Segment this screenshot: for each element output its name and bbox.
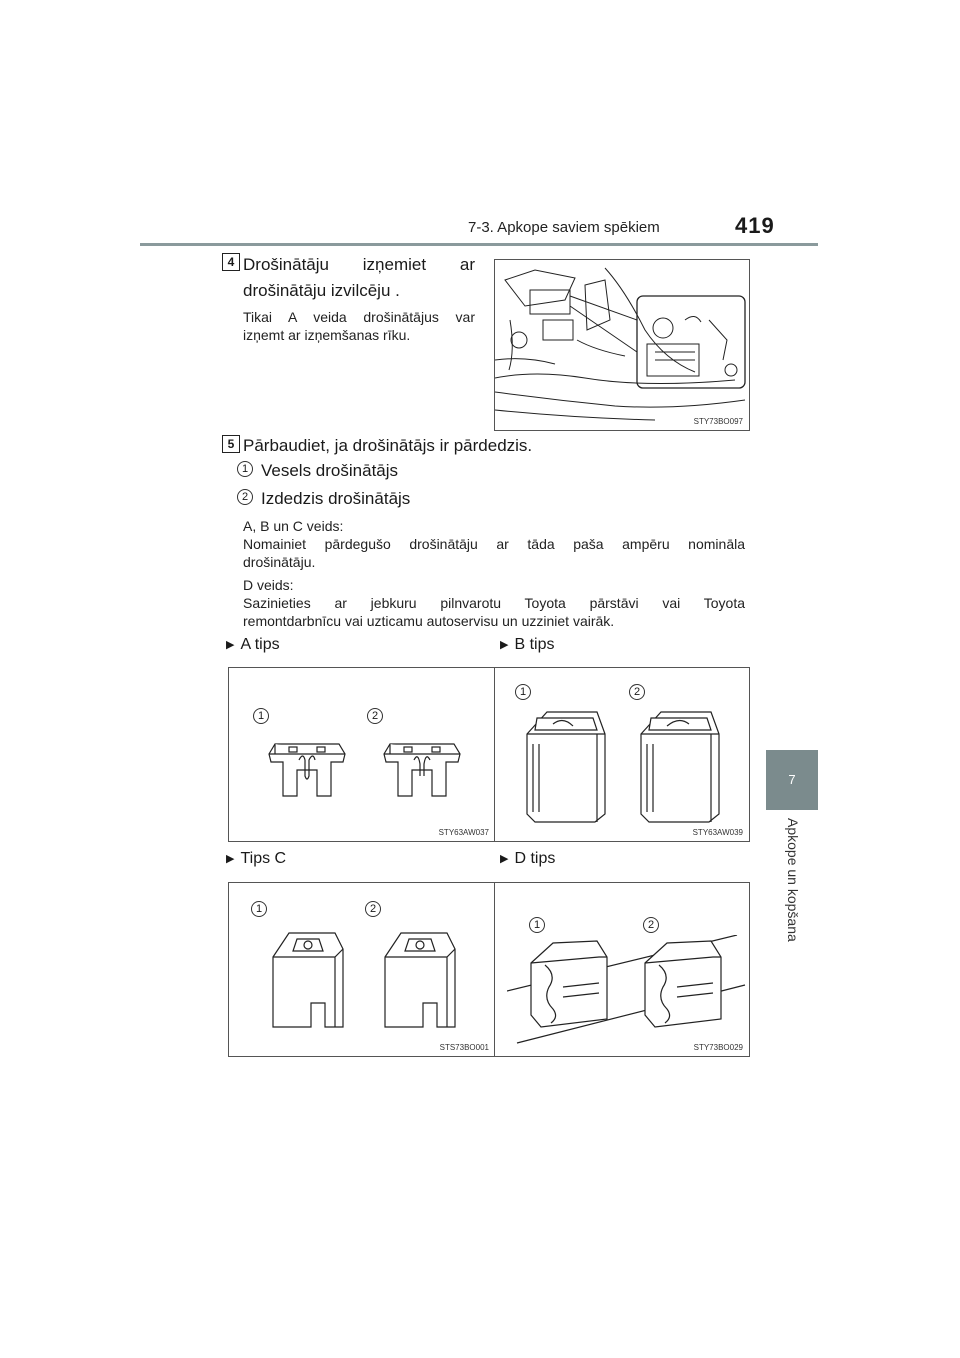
- chapter-number: 7: [788, 772, 796, 787]
- fuse-type-d-label: ▶ D tips: [500, 850, 556, 867]
- figure-a-number-2: 2: [367, 708, 383, 724]
- item-label-good-fuse: Vesels drošinātājs: [261, 461, 399, 480]
- chapter-title-vertical: [743, 818, 843, 958]
- figure-b-number-1: 1: [515, 684, 531, 700]
- item-label-blown-fuse: Izdedzis drošinātājs: [261, 489, 411, 508]
- note-d-line2: remontdarbnīcu vai uzticamu autoservisu un uzziniet vairāk.: [243, 613, 615, 629]
- figure-b-number-2: 2: [629, 684, 645, 700]
- fuse-type-c-figure: [228, 882, 496, 1057]
- triangle-right-icon: ▶: [500, 853, 509, 865]
- figure-c-code: STS73BO001: [439, 1043, 489, 1052]
- note-abc-heading: A, B un C veids:: [243, 518, 344, 534]
- triangle-right-icon: ▶: [226, 639, 235, 651]
- figure-code: STY73BO097: [693, 417, 743, 426]
- header-divider: [140, 243, 818, 246]
- step4-text-line2: drošinātāju izvilcēju .: [243, 281, 400, 300]
- section-title: 7-3. Apkope saviem spēkiem: [468, 219, 660, 236]
- figure-a-number-1: 1: [253, 708, 269, 724]
- chapter-tab: [766, 750, 818, 810]
- figure-c-number-1: 1: [251, 901, 267, 917]
- figure-d-number-1: 1: [529, 917, 545, 933]
- fuse-type-a-figure: [228, 667, 496, 842]
- step4-text-line1: Drošinātāju izņemiet ar: [243, 255, 475, 274]
- bolt-in-fuse-drawing: [507, 935, 747, 1045]
- note-d-heading: D veids:: [243, 577, 294, 593]
- figure-d-number-2: 2: [643, 917, 659, 933]
- step-badge-4: 4: [222, 253, 240, 271]
- note-abc-line1: Nomainiet pārdegušo drošinātāju ar tāda paša ampēru nomināla: [243, 536, 745, 552]
- item-number-2: 2: [237, 489, 253, 505]
- fuse-type-b-figure: [494, 667, 750, 842]
- fuse-type-a-label: ▶ A tips: [226, 636, 280, 653]
- engine-bay-drawing: [495, 260, 749, 430]
- figure-c-number-2: 2: [365, 901, 381, 917]
- figure-b-code: STY63AW039: [692, 828, 743, 837]
- fuse-type-c-label: ▶ Tips C: [226, 850, 287, 867]
- figure-d-code: STY73BO029: [693, 1043, 743, 1052]
- blade-fuse-drawing: [259, 736, 479, 806]
- step4-note-line2: izņemt ar izņemšanas rīku.: [243, 327, 411, 343]
- step-badge-5: 5: [222, 435, 240, 453]
- note-abc-line2: drošinātāju.: [243, 554, 316, 570]
- figure-a-code: STY63AW037: [438, 828, 489, 837]
- page-number: 419: [735, 213, 775, 238]
- triangle-right-icon: ▶: [500, 639, 509, 651]
- item-number-1: 1: [237, 461, 253, 477]
- fuse-type-d-figure: [494, 882, 750, 1057]
- note-d-line1: Sazinieties ar jebkuru pilnvarotu Toyota pārstāvi vai Toyota: [243, 595, 745, 611]
- cartridge-fuse-drawing: [513, 704, 743, 829]
- engine-bay-illustration: [494, 259, 750, 431]
- step4-note-line1: Tikai A veida drošinātājus var: [243, 309, 475, 325]
- fuse-type-b-label: ▶ B tips: [500, 636, 555, 653]
- chapter-title: Apkope un kopšana: [785, 818, 801, 942]
- mini-box-fuse-drawing: [263, 923, 463, 1033]
- step5-text: Pārbaudiet, ja drošinātājs ir pārdedzis.: [243, 436, 533, 455]
- triangle-right-icon: ▶: [226, 853, 235, 865]
